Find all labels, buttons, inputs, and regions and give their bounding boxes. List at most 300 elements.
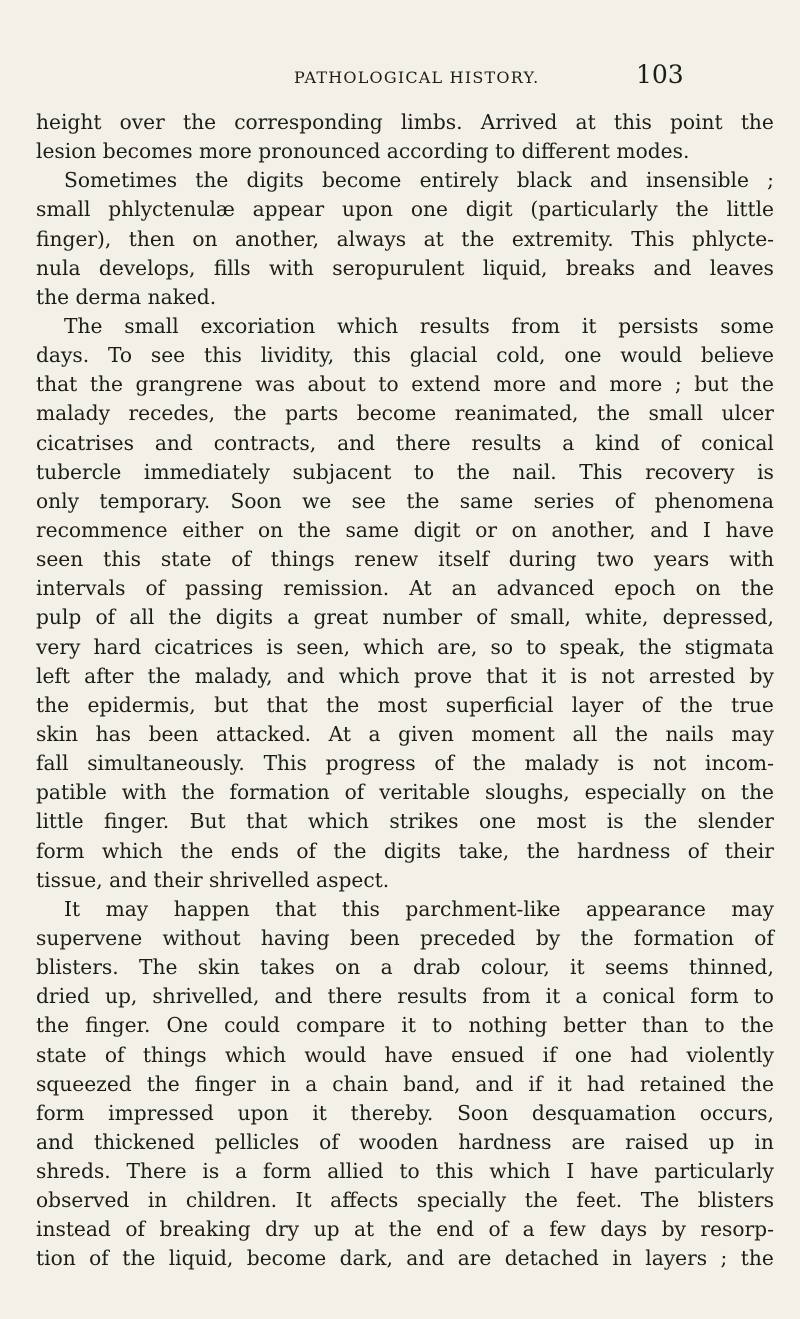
word: breaking xyxy=(159,1217,251,1242)
word: but xyxy=(214,692,249,717)
word: speak, xyxy=(559,634,626,659)
text-line xyxy=(36,691,774,720)
word: the xyxy=(644,809,678,834)
word: Soon xyxy=(457,1100,509,1125)
word: days. xyxy=(36,343,90,368)
word: and xyxy=(154,430,193,455)
word: on xyxy=(257,517,284,542)
word: veritable xyxy=(379,780,471,805)
word: after xyxy=(84,663,134,688)
word: was xyxy=(255,372,295,397)
text-line xyxy=(36,545,774,574)
text-line xyxy=(36,399,774,428)
text-line xyxy=(36,662,774,691)
word: better xyxy=(563,1013,626,1038)
text-line xyxy=(36,458,774,487)
word: remission. xyxy=(283,576,390,601)
word: the xyxy=(122,1246,156,1271)
word: more xyxy=(609,372,663,397)
word: of xyxy=(89,1246,109,1271)
word: of xyxy=(488,1217,509,1242)
word: insensible xyxy=(646,168,749,193)
word: is xyxy=(202,1159,220,1184)
word: skin xyxy=(197,955,240,980)
word: the xyxy=(472,751,506,776)
word: raised xyxy=(625,1129,689,1154)
word: incom- xyxy=(705,751,774,776)
word: the xyxy=(614,721,648,746)
text-line xyxy=(36,1128,774,1157)
word: develops, xyxy=(98,255,196,280)
word: up xyxy=(708,1129,735,1154)
word: children. xyxy=(185,1188,278,1213)
word: occurs, xyxy=(699,1100,774,1125)
word: digits xyxy=(383,838,442,863)
word: reanimated, xyxy=(454,401,579,426)
word: this xyxy=(435,1159,474,1184)
word: not xyxy=(601,663,635,688)
word: it xyxy=(545,984,561,1009)
word: of xyxy=(319,1129,339,1154)
text-line xyxy=(36,429,774,458)
word: takes xyxy=(260,955,315,980)
word: this xyxy=(103,547,142,572)
word: nails xyxy=(665,721,714,746)
word: same xyxy=(459,488,514,513)
word: of xyxy=(145,576,166,601)
word: small, xyxy=(510,605,571,630)
word: Sometimes xyxy=(64,168,178,193)
running-title: PATHOLOGICAL HISTORY. xyxy=(294,68,540,87)
word: always xyxy=(336,226,407,251)
word: impressed xyxy=(108,1100,214,1125)
word: may xyxy=(105,896,149,921)
word: there xyxy=(395,430,451,455)
word: most xyxy=(377,692,428,717)
text-line xyxy=(36,982,774,1011)
text-line xyxy=(36,341,774,370)
text-line xyxy=(36,312,774,341)
word: colour, xyxy=(480,955,550,980)
word: and xyxy=(406,1246,445,1271)
word: take, xyxy=(458,838,510,863)
word: upon xyxy=(341,197,394,222)
word: it xyxy=(581,313,597,338)
word: intervals xyxy=(36,576,126,601)
word: the xyxy=(638,634,672,659)
word: at xyxy=(354,1217,375,1242)
word: become xyxy=(246,1246,327,1271)
word: the xyxy=(333,838,367,863)
word: slender xyxy=(697,809,774,834)
word: cold, xyxy=(496,343,546,368)
word: but xyxy=(694,372,729,397)
word: a xyxy=(575,984,588,1009)
word: have xyxy=(384,1042,433,1067)
word: the xyxy=(740,372,774,397)
word: compare xyxy=(296,1013,386,1038)
word: resorp- xyxy=(700,1217,774,1242)
word: glacial xyxy=(409,343,478,368)
word: a xyxy=(287,605,300,630)
word: a xyxy=(235,1159,248,1184)
word: with xyxy=(268,255,314,280)
word: have xyxy=(725,517,774,542)
word: the xyxy=(461,226,495,251)
word: state xyxy=(36,1042,87,1067)
word: which xyxy=(101,838,163,863)
word: At xyxy=(328,721,351,746)
word: the xyxy=(388,1217,422,1242)
word: this xyxy=(341,896,380,921)
word: the xyxy=(740,1013,774,1038)
word: nail. xyxy=(512,459,557,484)
word: form xyxy=(36,1100,85,1125)
word: so xyxy=(490,634,513,659)
word: of xyxy=(296,838,316,863)
word: the xyxy=(406,488,440,513)
word: liquid, xyxy=(168,1246,234,1271)
word: form xyxy=(36,838,85,863)
word: finger. xyxy=(85,1013,151,1038)
word: and xyxy=(558,372,597,397)
word: a xyxy=(522,1217,535,1242)
word: layer xyxy=(571,692,624,717)
word: to xyxy=(378,372,399,397)
word: recommence xyxy=(36,517,168,542)
word: it xyxy=(312,1100,327,1125)
word: hard xyxy=(93,634,142,659)
word: (particularly xyxy=(530,197,658,222)
word: formation xyxy=(229,780,330,805)
word: allied xyxy=(327,1159,384,1184)
word: some xyxy=(720,313,774,338)
word: the xyxy=(168,605,202,630)
word: up, xyxy=(104,984,138,1009)
word: become xyxy=(356,401,437,426)
word: tion xyxy=(36,1246,76,1271)
word: results xyxy=(397,984,468,1009)
word: series xyxy=(533,488,595,513)
word: instead xyxy=(36,1217,111,1242)
word: with xyxy=(729,547,774,572)
word: the xyxy=(456,459,490,484)
word: been xyxy=(349,925,400,950)
word: the xyxy=(596,401,630,426)
word: affects xyxy=(330,1188,399,1213)
word: the xyxy=(146,1071,180,1096)
word: at xyxy=(575,110,596,134)
word: are xyxy=(457,1246,492,1271)
running-header xyxy=(0,60,800,98)
word: pellicles xyxy=(214,1129,300,1154)
word: There xyxy=(126,1159,187,1184)
word: But xyxy=(189,809,226,834)
word: This xyxy=(263,751,307,776)
word: which xyxy=(307,809,369,834)
word: an xyxy=(451,576,477,601)
text-line xyxy=(36,1099,774,1128)
text-line xyxy=(36,574,774,603)
word: temporary. xyxy=(99,488,211,513)
word: ulcer xyxy=(721,401,774,426)
text-line xyxy=(36,1070,774,1099)
word: wooden xyxy=(358,1129,439,1154)
word: the xyxy=(182,110,217,134)
word: excoriation xyxy=(200,313,316,338)
word: ; xyxy=(674,372,682,397)
word: the xyxy=(147,663,181,688)
word: is xyxy=(266,634,284,659)
word: form xyxy=(690,984,739,1009)
word: of xyxy=(641,692,662,717)
word: it xyxy=(570,955,585,980)
word: results xyxy=(471,430,542,455)
word: are xyxy=(571,1129,606,1154)
word: stigmata xyxy=(684,634,774,659)
word: supervene xyxy=(36,925,143,950)
word: recovery xyxy=(645,459,735,484)
word: is xyxy=(617,751,635,776)
text-line xyxy=(36,778,774,807)
text-line xyxy=(36,1011,774,1040)
word: in xyxy=(147,1188,168,1213)
word: lividity, xyxy=(260,343,335,368)
word: of xyxy=(614,488,635,513)
word: ; xyxy=(767,168,774,193)
word: to xyxy=(399,1159,420,1184)
word: height xyxy=(36,110,102,134)
word: This xyxy=(579,459,623,484)
text-line xyxy=(36,1041,774,1070)
word: ends xyxy=(230,838,279,863)
word: small xyxy=(124,313,179,338)
word: ; xyxy=(720,1246,728,1271)
word: in xyxy=(270,1071,291,1096)
word: the xyxy=(195,168,229,193)
word: given xyxy=(398,721,454,746)
word: may xyxy=(731,721,774,746)
word: end xyxy=(436,1217,475,1242)
word: which xyxy=(489,1159,551,1184)
word: skin xyxy=(36,721,79,746)
word: digits xyxy=(215,605,274,630)
word: very xyxy=(36,634,81,659)
word: the xyxy=(233,401,267,426)
word: appearance xyxy=(585,896,706,921)
word: has xyxy=(95,721,132,746)
word: if xyxy=(528,1071,543,1096)
word: cicatrices xyxy=(154,634,254,659)
word: One xyxy=(166,1013,208,1038)
word: to xyxy=(526,634,547,659)
word: with xyxy=(121,780,167,805)
word: progress xyxy=(325,751,416,776)
word: This xyxy=(631,226,675,251)
word: corresponding xyxy=(234,110,383,134)
word: squeezed xyxy=(36,1071,132,1096)
text-line xyxy=(36,1186,774,1215)
text-line xyxy=(36,108,774,137)
word: specially xyxy=(416,1188,507,1213)
text-line xyxy=(36,953,774,982)
word: by xyxy=(661,1217,686,1242)
word: that xyxy=(275,896,317,921)
word: violently xyxy=(686,1042,774,1067)
word: which xyxy=(363,634,425,659)
word: without xyxy=(162,925,241,950)
word: more xyxy=(493,372,547,397)
word: that xyxy=(266,692,308,717)
word: to xyxy=(413,459,435,484)
text-line xyxy=(36,516,774,545)
word: drab xyxy=(412,955,461,980)
word: thereby. xyxy=(350,1100,434,1125)
word: detached xyxy=(504,1246,599,1271)
word: it xyxy=(541,663,557,688)
word: state xyxy=(160,547,212,572)
word: appear xyxy=(252,197,325,222)
text-line xyxy=(36,924,774,953)
word: seen, xyxy=(296,634,350,659)
word: had xyxy=(630,1042,669,1067)
word: are, xyxy=(437,634,478,659)
word: one xyxy=(574,1042,612,1067)
word: results xyxy=(419,313,490,338)
word: the xyxy=(181,780,215,805)
word: the xyxy=(675,197,709,222)
word: conical xyxy=(602,984,676,1009)
word: that xyxy=(36,372,78,397)
word: we xyxy=(302,488,332,513)
text-line xyxy=(36,137,774,166)
text-line xyxy=(36,633,774,662)
word: if xyxy=(542,1042,557,1067)
word: liquid, xyxy=(482,255,548,280)
word: black xyxy=(516,168,572,193)
word: To xyxy=(107,343,133,368)
word: point xyxy=(669,110,723,134)
word: feet. xyxy=(576,1188,623,1213)
word: particularly xyxy=(654,1159,774,1184)
text-line xyxy=(36,370,774,399)
word: things xyxy=(270,547,335,572)
word: simultaneously. xyxy=(87,751,245,776)
word: advanced xyxy=(496,576,595,601)
word: could xyxy=(224,1013,280,1038)
word: of xyxy=(754,925,774,950)
word: great xyxy=(313,605,369,630)
word: Arrived xyxy=(480,110,558,134)
word: parts xyxy=(285,401,339,426)
word: finger. xyxy=(104,809,170,834)
word: epidermis, xyxy=(87,692,196,717)
word: entirely xyxy=(419,168,499,193)
word: extremity. xyxy=(511,226,614,251)
word: all xyxy=(572,721,598,746)
word: upon xyxy=(237,1100,289,1125)
word: left xyxy=(36,663,70,688)
word: thickened xyxy=(93,1129,195,1154)
word: been xyxy=(148,721,199,746)
word: sloughs, xyxy=(484,780,570,805)
word: preceded xyxy=(420,925,516,950)
word: would xyxy=(304,1042,367,1067)
word: phlyctenulæ xyxy=(108,197,235,222)
word: strikes xyxy=(389,809,459,834)
word: form xyxy=(263,1159,312,1184)
word: dry xyxy=(265,1217,300,1242)
word: chain xyxy=(332,1071,389,1096)
word: on xyxy=(511,517,537,542)
word: of xyxy=(687,838,708,863)
page-number: 103 xyxy=(636,60,684,89)
word: I xyxy=(566,1159,575,1184)
word: conical xyxy=(701,430,774,455)
word: thinned, xyxy=(689,955,774,980)
word: malady, xyxy=(194,663,273,688)
word: or xyxy=(475,517,498,542)
word: blisters xyxy=(697,1188,774,1213)
word: there xyxy=(327,984,383,1009)
word: It xyxy=(295,1188,312,1213)
text-line xyxy=(36,837,774,866)
word: which xyxy=(338,663,400,688)
word: may xyxy=(731,896,774,921)
word: contracts, xyxy=(213,430,317,455)
word: their xyxy=(724,838,774,863)
word: same xyxy=(345,517,400,542)
word: depressed, xyxy=(662,605,774,630)
word: itself xyxy=(438,547,489,572)
word: up xyxy=(313,1217,340,1242)
word: patible xyxy=(36,780,107,805)
word: finger xyxy=(194,1071,256,1096)
word: during xyxy=(508,547,577,572)
word: persists xyxy=(618,313,699,338)
text-line xyxy=(36,225,774,254)
word: of xyxy=(434,751,455,776)
word: by xyxy=(535,925,561,950)
word: formation xyxy=(633,925,734,950)
text-line xyxy=(36,749,774,778)
word: one xyxy=(564,343,602,368)
word: another, xyxy=(551,517,636,542)
word: had xyxy=(586,1071,625,1096)
word: arrested xyxy=(648,663,736,688)
word: shreds. xyxy=(36,1159,111,1184)
word: especially xyxy=(584,780,686,805)
word: grangrene xyxy=(135,372,243,397)
word: tubercle xyxy=(36,459,122,484)
word: small xyxy=(648,401,703,426)
word: ensued xyxy=(451,1042,525,1067)
text-line xyxy=(36,603,774,632)
word: I xyxy=(702,517,711,542)
word: cicatrises xyxy=(36,430,134,455)
word: digit xyxy=(465,197,513,222)
word: only xyxy=(36,488,80,513)
word: the xyxy=(36,1013,70,1038)
text-line xyxy=(36,720,774,749)
word: things xyxy=(142,1042,207,1067)
word: the xyxy=(740,1246,774,1271)
word: little xyxy=(726,197,774,222)
word: a xyxy=(380,955,393,980)
word: of xyxy=(125,1217,145,1242)
word: hardness xyxy=(577,838,671,863)
word: a xyxy=(368,721,381,746)
